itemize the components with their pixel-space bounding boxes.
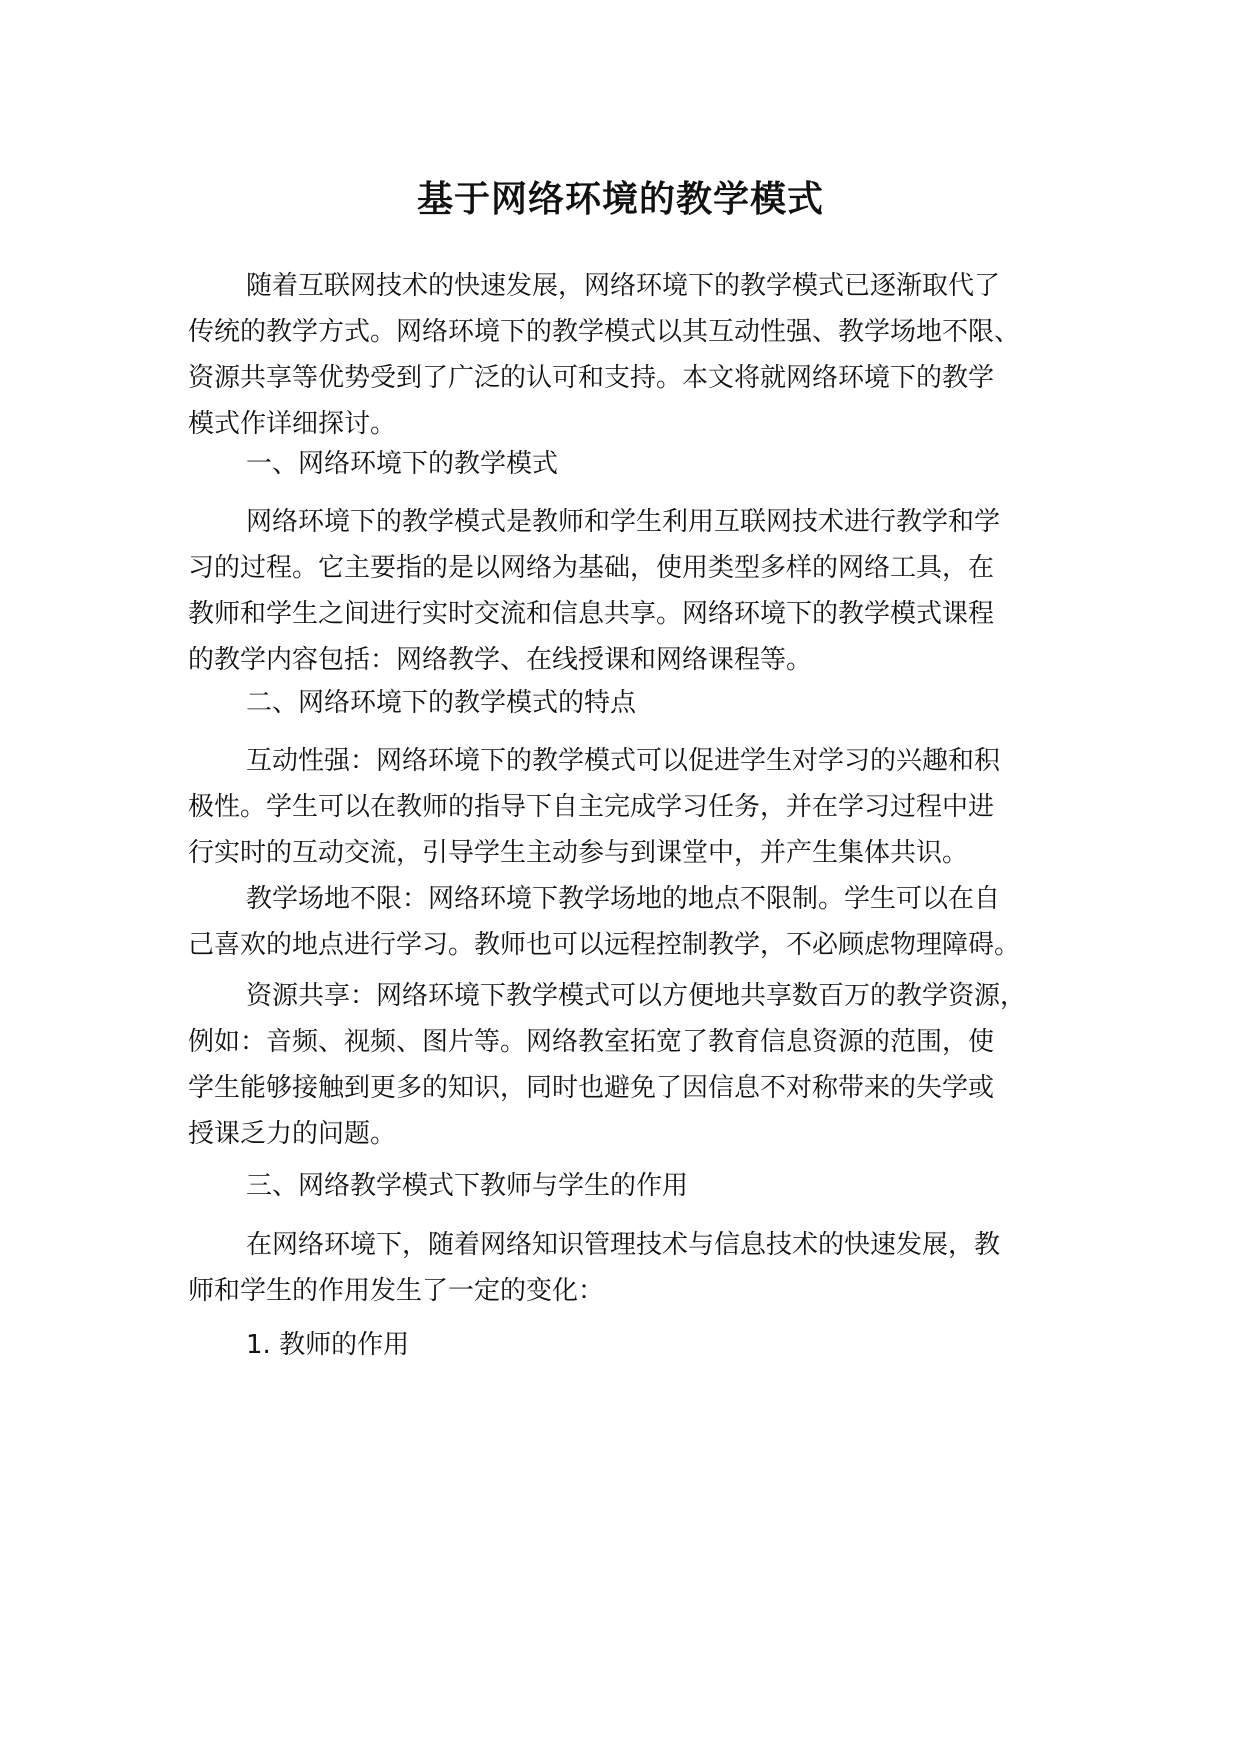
- resource-sharing-paragraph: [188, 973, 1076, 1157]
- roles-paragraph: [188, 1222, 1076, 1314]
- text-line: 资源共享等优势受到了广泛的认可和支持。本文将就网络环境下的教学: [188, 363, 995, 393]
- intro-paragraph: [188, 263, 1076, 447]
- text-line: 习的过程。它主要指的是以网络为基础，使用类型多样的网络工具，在: [188, 553, 995, 583]
- definition-paragraph: [188, 499, 1076, 683]
- section-heading-3: [188, 1163, 1076, 1209]
- document-title: 基于网络环境的教学模式: [416, 179, 824, 220]
- heading-text: 二、网络环境下的教学模式的特点: [246, 688, 637, 718]
- text-line: 互动性强：网络环境下的教学模式可以促进学生对学习的兴趣和积: [246, 746, 1001, 776]
- interactivity-paragraph: [188, 738, 1076, 876]
- text-line: 教学场地不限：网络环境下教学场地的地点不限制。学生可以在自: [246, 884, 1001, 914]
- text-line: 传统的教学方式。网络环境下的教学模式以其互动性强、教学场地不限、: [188, 317, 1021, 347]
- text-line: 学生能够接触到更多的知识，同时也避免了因信息不对称带来的失学或: [188, 1073, 995, 1103]
- text-line: 在网络环境下，随着网络知识管理技术与信息技术的快速发展，教: [246, 1230, 1001, 1260]
- text-line: 授课乏力的问题。: [188, 1119, 397, 1149]
- text-line: 随着互联网技术的快速发展，网络环境下的教学模式已逐渐取代了: [246, 271, 1001, 301]
- list-item-teacher-role: [188, 1322, 1076, 1368]
- text-line: 模式作详细探讨。: [188, 409, 397, 439]
- text-line: 资源共享：网络环境下教学模式可以方便地共享数百万的教学资源，: [246, 981, 1027, 1011]
- text-line: 极性。学生可以在教师的指导下自主完成学习任务，并在学习过程中进: [188, 792, 995, 822]
- text-line: 教师和学生之间进行实时交流和信息共享。网络环境下的教学模式课程: [188, 599, 995, 629]
- text-line: 师和学生的作用发生了一定的变化：: [188, 1276, 605, 1306]
- heading-text: 三、网络教学模式下教师与学生的作用: [246, 1171, 689, 1201]
- section-heading-1: [188, 441, 1076, 487]
- text-line: 例如：音频、视频、图片等。网络教室拓宽了教育信息资源的范围，使: [188, 1027, 995, 1057]
- text-line: 网络环境下的教学模式是教师和学生利用互联网技术进行教学和学: [246, 507, 1001, 537]
- text-line: 行实时的互动交流，引导学生主动参与到课堂中，并产生集体共识。: [188, 838, 969, 868]
- location-paragraph: [188, 876, 1076, 968]
- text-line: 的教学内容包括：网络教学、在线授课和网络课程等。: [188, 645, 813, 675]
- text-line: 己喜欢的地点进行学习。教师也可以远程控制教学，不必顾虑物理障碍。: [188, 930, 1021, 960]
- list-item-text: 1. 教师的作用: [246, 1330, 410, 1360]
- section-heading-2: [188, 680, 1076, 726]
- heading-text: 一、网络环境下的教学模式: [246, 449, 559, 479]
